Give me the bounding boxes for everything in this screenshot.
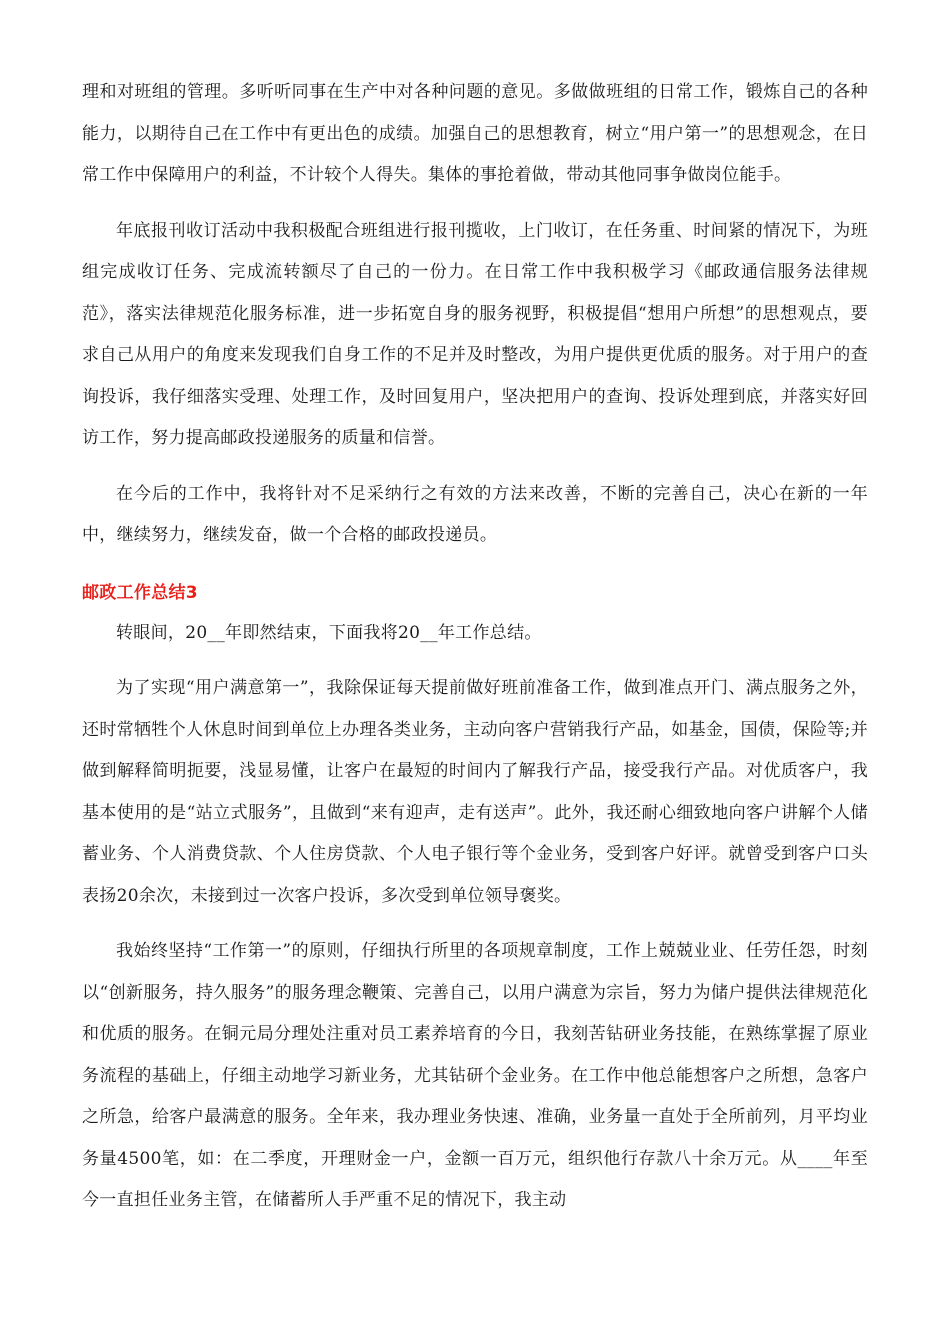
paragraph-work-principle: 我始终坚持“工作第一”的原则，仔细执行所里的各项规章制度，工作上兢兢业业、任劳任怨，时刻以“创新服务，持久服务”的服务理念鞭策、完善自己，以用户满意为宗旨，努力为储户提供法律规范化和优质的服务。在铜元局分理处注重对员工素养培育的今日，我刻苦钻研业务技能，在熟练掌握了原业务流程的基础上，仔细主动地学习新业务，尤其钻研个金业务。在工作中他总能想客户之所想，急客户之所急，给客户最满意的服务。全年来，我办理业务快速、准确，业务量一直处于全所前列，月平均业务量4500笔，如：在二季度，开理财金一户，金额一百万元，组织他行存款八十余万元。从____年至今一直担任业务主管，在储蓄所人手严重不足的情况下，我主动 — [82, 941, 868, 1210]
paragraph-subscription: 年底报刊收订活动中我积极配合班组进行报刊揽收，上门收订，在任务重、时间紧的情况下，为班组完成收订任务、完成流转额尽了自己的一份力。在日常工作中我积极学习《邮政通信服务法律规范》，落实法律规范化服务标准，进一步拓宽自身的服务视野，积极提倡“想用户所想”的思想观点，要求自己从用户的角度来发现我们自身工作的不足并及时整改，为用户提供更优质的服务。对于用户的查询投诉，我仔细落实受理、处理工作，及时回复用户，坚决把用户的查询、投诉处理到底，并落实好回访工作，努力提高邮政投递服务的质量和信誉。 — [82, 220, 868, 448]
paragraph-future-work: 在今后的工作中，我将针对不足采纳行之有效的方法来改善，不断的完善自己，决心在新的一年中，继续努力，继续发奋，做一个合格的邮政投递员。 — [82, 483, 868, 545]
paragraph-intro: 转眼间，20__年即然结束，下面我将20__年工作总结。 — [116, 622, 542, 643]
paragraph-continuation: 理和对班组的管理。多听听同事在生产中对各种问题的意见。多做做班组的日常工作，锻炼自己的各种能力，以期待自己在工作中有更出色的成绩。加强自己的思想教育，树立“用户第一”的思想观念，在日常工作中保障用户的利益，不计较个人得失。集体的事抢着做，带动其他同事争做岗位能手。 — [82, 82, 868, 185]
paragraph-customer-service: 为了实现“用户满意第一”，我除保证每天提前做好班前准备工作，做到准点开门、满点服务之外，还时常牺牲个人休息时间到单位上办理各类业务，主动向客户营销我行产品，如基金，国债，保险等;并做到解释简明扼要，浅显易懂，让客户在最短的时间内了解我行产品，接受我行产品。对优质客户，我基本使用的是“站立式服务”，且做到“来有迎声，走有送声”。此外，我还耐心细致地向客户讲解个人储蓄业务、个人消费贷款、个人住房贷款、个人电子银行等个金业务，受到客户好评。就曾受到客户口头表扬20余次，未接到过一次客户投诉，多次受到单位领导褒奖。 — [82, 678, 868, 906]
document-body — [82, 72, 868, 1222]
paragraph-spacer — [82, 917, 868, 931]
paragraph-spacer — [82, 557, 868, 571]
paragraph-spacer — [82, 654, 868, 668]
paragraph-spacer — [82, 460, 868, 474]
paragraph-spacer — [82, 197, 868, 211]
section-heading: 邮政工作总结3 — [82, 582, 198, 603]
